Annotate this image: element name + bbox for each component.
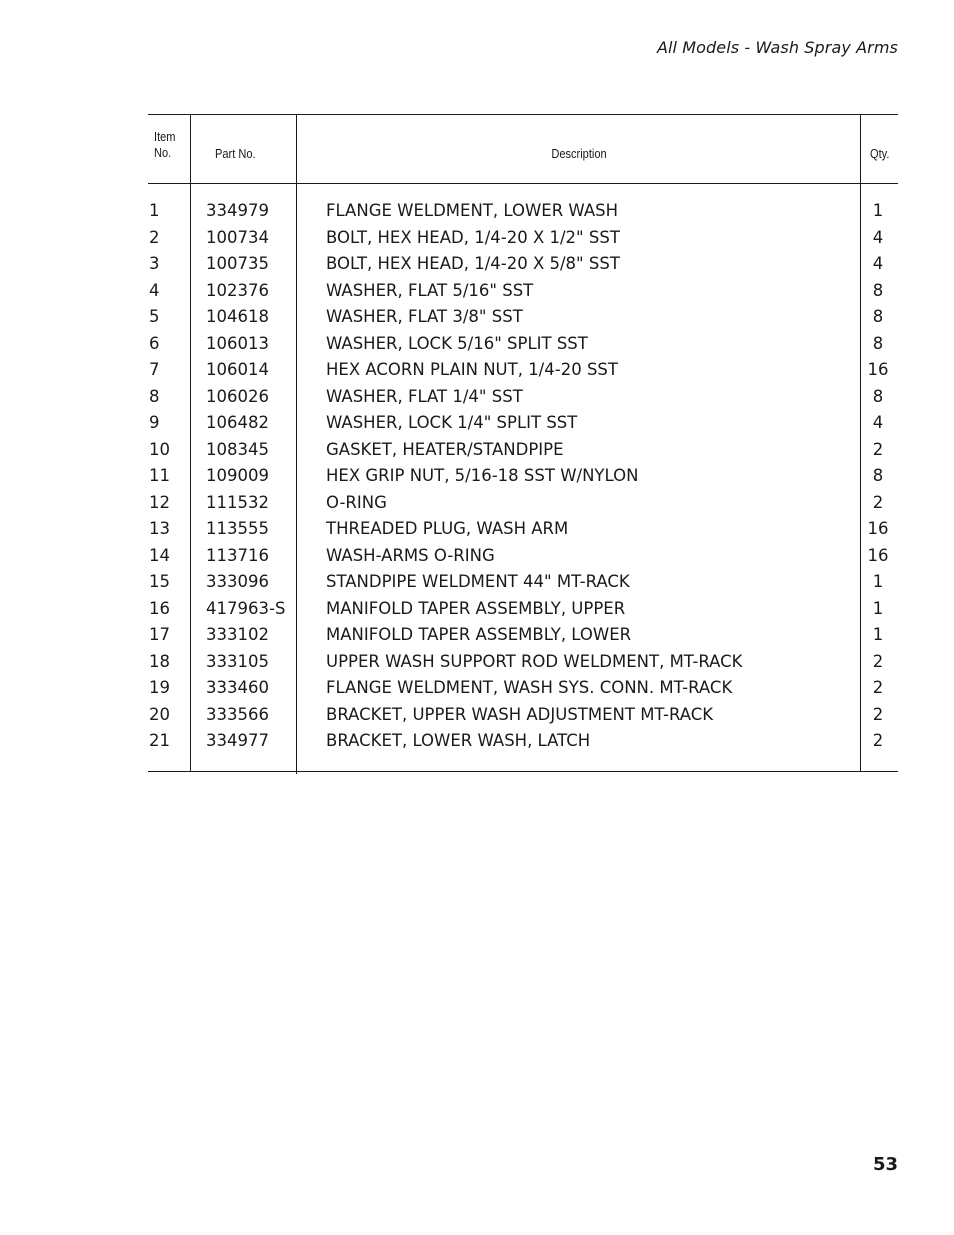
item-no-cell: 15 (149, 572, 170, 591)
part-no-cell: 417963-S (206, 598, 286, 618)
page-header: All Models - Wash Spray Arms (656, 38, 898, 57)
description-cell: BRACKET, UPPER WASH ADJUSTMENT MT-RACK (326, 704, 714, 724)
table-row (148, 728, 898, 755)
header-qty: Qty. (870, 146, 890, 161)
description-cell: THREADED PLUG, WASH ARM (326, 519, 569, 538)
table-row (148, 649, 898, 676)
table-row (148, 278, 898, 305)
item-no-cell: 18 (149, 651, 170, 671)
qty-cell: 2 (872, 731, 884, 750)
page-number: 53 (872, 1154, 898, 1175)
part-no-cell: 113716 (206, 545, 269, 565)
item-no-cell: 19 (149, 678, 170, 697)
item-no-cell: 16 (149, 598, 170, 618)
part-no-cell: 334979 (206, 201, 269, 220)
item-no-cell: 9 (149, 413, 160, 432)
table-row (148, 304, 898, 331)
part-no-cell: 333096 (206, 572, 269, 591)
qty-cell: 1 (872, 625, 884, 644)
item-no-cell: 6 (149, 333, 160, 353)
table-top-rule (148, 114, 898, 115)
qty-cell: 8 (872, 307, 884, 326)
qty-cell: 2 (872, 439, 884, 459)
description-cell: MANIFOLD TAPER ASSEMBLY, LOWER (326, 625, 632, 644)
part-no-cell: 100734 (206, 227, 269, 247)
qty-cell: 8 (872, 333, 884, 353)
table-row (148, 569, 898, 596)
qty-cell: 16 (867, 545, 889, 565)
description-cell: WASHER, FLAT 5/16" SST (326, 280, 534, 300)
description-cell: WASH-ARMS O-RING (326, 545, 495, 565)
table-row (148, 543, 898, 570)
description-cell: BRACKET, LOWER WASH, LATCH (326, 731, 591, 750)
qty-cell: 4 (872, 254, 884, 273)
qty-cell: 8 (872, 386, 884, 406)
item-no-cell: 21 (149, 731, 170, 750)
part-no-cell: 333460 (206, 678, 269, 697)
description-cell: UPPER WASH SUPPORT ROD WELDMENT, MT-RACK (326, 651, 743, 671)
item-no-cell: 4 (149, 280, 160, 300)
item-no-cell: 14 (149, 545, 170, 565)
table-row (148, 357, 898, 384)
description-cell: FLANGE WELDMENT, WASH SYS. CONN. MT-RACK (326, 678, 733, 697)
qty-cell: 4 (872, 413, 884, 432)
table-row (148, 463, 898, 490)
part-no-cell: 333566 (206, 704, 269, 724)
item-no-cell: 7 (149, 360, 160, 379)
part-no-cell: 104618 (206, 307, 269, 326)
item-no-cell: 2 (149, 227, 160, 247)
item-no-cell: 10 (149, 439, 170, 459)
part-no-cell: 106014 (206, 360, 269, 379)
item-no-cell: 3 (149, 254, 160, 273)
part-no-cell: 106026 (206, 386, 269, 406)
description-cell: HEX ACORN PLAIN NUT, 1/4-20 SST (326, 360, 618, 379)
description-cell: O-RING (326, 492, 387, 512)
part-no-cell: 111532 (206, 492, 269, 512)
table-row (148, 331, 898, 358)
table-row (148, 702, 898, 729)
qty-cell: 16 (867, 519, 889, 538)
part-no-cell: 106482 (206, 413, 269, 432)
item-no-cell: 11 (149, 466, 170, 485)
part-no-cell: 334977 (206, 731, 269, 750)
item-no-cell: 12 (149, 492, 170, 512)
item-no-cell: 13 (149, 519, 170, 538)
header-part-no: Part No. (215, 146, 256, 161)
description-cell: GASKET, HEATER/STANDPIPE (326, 439, 564, 459)
table-row (148, 596, 898, 623)
header-item-no (154, 129, 176, 161)
table-bottom-rule (148, 771, 898, 772)
table-row (148, 384, 898, 411)
qty-cell: 1 (872, 598, 884, 618)
table-row (148, 437, 898, 464)
parts-table (148, 114, 898, 772)
item-no-cell: 1 (149, 201, 160, 220)
description-cell: BOLT, HEX HEAD, 1/4-20 X 1/2" SST (326, 227, 620, 247)
part-no-cell: 109009 (206, 466, 269, 485)
header-description: Description (551, 146, 607, 161)
description-cell: FLANGE WELDMENT, LOWER WASH (326, 201, 618, 220)
table-row (148, 225, 898, 252)
qty-cell: 2 (872, 704, 884, 724)
part-no-cell: 333105 (206, 651, 269, 671)
description-cell: WASHER, FLAT 3/8" SST (326, 307, 523, 326)
table-header-rule (148, 183, 898, 184)
description-cell: STANDPIPE WELDMENT 44" MT-RACK (326, 572, 630, 591)
description-cell: WASHER, LOCK 5/16" SPLIT SST (326, 333, 588, 353)
description-cell: HEX GRIP NUT, 5/16-18 SST W/NYLON (326, 466, 639, 485)
part-no-cell: 102376 (206, 280, 269, 300)
table-row (148, 622, 898, 649)
qty-cell: 1 (872, 201, 884, 220)
part-no-cell: 113555 (206, 519, 269, 538)
table-row (148, 516, 898, 543)
item-no-cell: 20 (149, 704, 170, 724)
qty-cell: 8 (872, 466, 884, 485)
description-cell: MANIFOLD TAPER ASSEMBLY, UPPER (326, 598, 626, 618)
description-cell: WASHER, LOCK 1/4" SPLIT SST (326, 413, 578, 432)
part-no-cell: 108345 (206, 439, 269, 459)
item-no-cell: 17 (149, 625, 170, 644)
table-row (148, 490, 898, 517)
table-row (148, 198, 898, 225)
item-no-cell: 8 (149, 386, 160, 406)
part-no-cell: 106013 (206, 333, 269, 353)
header-item-line1: Item (154, 129, 176, 144)
part-no-cell: 333102 (206, 625, 269, 644)
qty-cell: 2 (872, 492, 884, 512)
table-row (148, 251, 898, 278)
description-cell: WASHER, FLAT 1/4" SST (326, 386, 523, 406)
qty-cell: 4 (872, 227, 884, 247)
qty-cell: 1 (872, 572, 884, 591)
part-no-cell: 100735 (206, 254, 269, 273)
qty-cell: 16 (867, 360, 889, 379)
table-body (148, 198, 898, 755)
qty-cell: 8 (872, 280, 884, 300)
table-row (148, 410, 898, 437)
qty-cell: 2 (872, 678, 884, 697)
header-item-line2: No. (154, 145, 172, 160)
item-no-cell: 5 (149, 307, 160, 326)
description-cell: BOLT, HEX HEAD, 1/4-20 X 5/8" SST (326, 254, 620, 273)
table-row (148, 675, 898, 702)
qty-cell: 2 (872, 651, 884, 671)
